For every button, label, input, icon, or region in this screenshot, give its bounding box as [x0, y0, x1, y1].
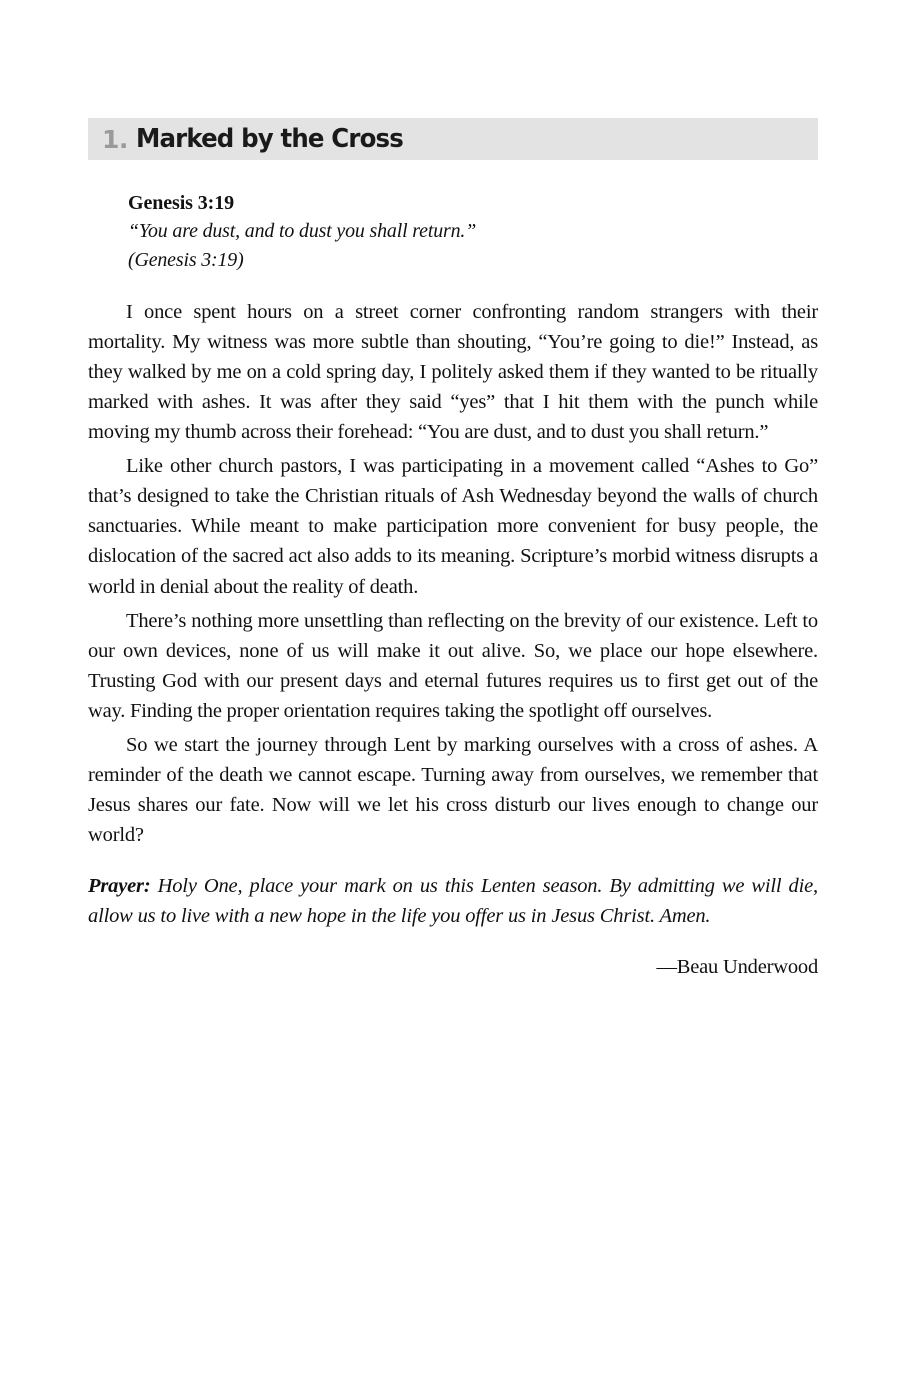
prayer-block [88, 872, 818, 932]
chapter-header [88, 118, 818, 160]
paragraph: Like other church pastors, I was participating in a movement called “Ashes to Go” that’s designed to take the Christian rituals of Ash Wednesday beyond the walls of church sanctuaries. While meant to make participation more convenient for busy people, the dislocation of the sacred act also adds to its meaning. Scripture’s morbid witness disrupts a world in denial about the reality of death. [88, 455, 818, 598]
scripture-quote: “You are dust, and to dust you shall return.” [128, 220, 477, 242]
paragraph: There’s nothing more unsettling than reflecting on the brevity of our existence. Left to our own devices, none of us will make it out alive. So, we place our hope elsewhere. Trusting God with our present days and eternal futures requires us to first get out of the way. Finding the proper orientation requires taking the spotlight off ourselves. [88, 609, 818, 722]
paragraph: So we start the journey through Lent by marking ourselves with a cross of ashes. A reminder of the death we cannot escape. Turning away from ourselves, we remember that Jesus shares our fate. Now will we let his cross disturb our lives enough to change our world? [88, 733, 818, 846]
scripture-reference: Genesis 3:19 [128, 192, 235, 214]
prayer-text: Holy One, place your mark on us this Lenten season. By admitting we will die, allow us to live with a new hope in the life you offer us in Jesus Christ. Amen. [88, 874, 818, 927]
paragraph: I once spent hours on a street corner confronting random strangers with their mortality. My witness was more subtle than shouting, “You’re going to die!” Instead, as they walked by me on a cold spring day, I politely asked them if they wanted to be ritually marked with ashes. It was after they said “yes” that I hit them with the punch while moving my thumb across their forehead: “You are dust, and to dust you shall return.” [88, 301, 818, 444]
prayer-label: Prayer: [88, 874, 151, 897]
scripture-citation: (Genesis 3:19) [128, 249, 244, 272]
chapter-title: Marked by the Cross [135, 124, 403, 154]
scripture-block [88, 190, 818, 275]
body-text [88, 297, 818, 850]
chapter-number: 1. [102, 124, 128, 154]
author-credit: —Beau Underwood [656, 955, 818, 978]
page-content [88, 118, 818, 979]
